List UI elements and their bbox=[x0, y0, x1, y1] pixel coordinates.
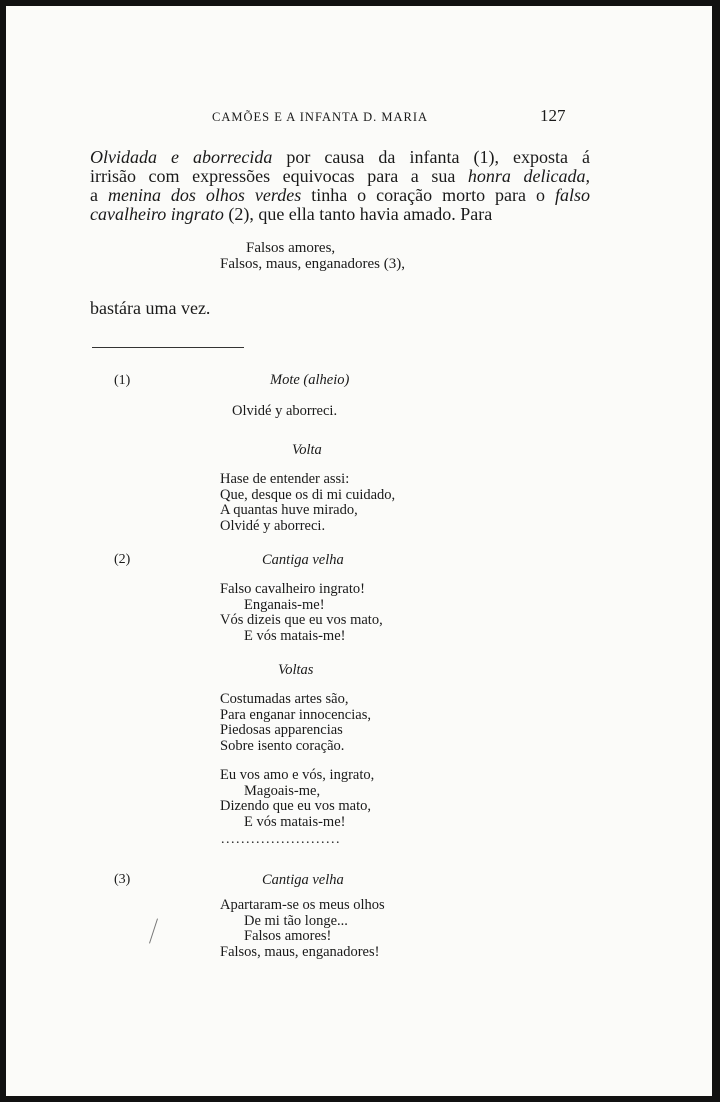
footnote-title: Cantiga velha bbox=[262, 872, 344, 888]
verse-line: Falsos amores! bbox=[244, 928, 332, 944]
text-run: (2), que ella tanto havia amado. Para bbox=[223, 204, 493, 224]
book-page bbox=[6, 6, 712, 1096]
verse-line: Falsos amores, bbox=[246, 240, 336, 256]
paragraph-continuation: bastára uma vez. bbox=[90, 298, 211, 318]
footnote-verse bbox=[220, 692, 371, 754]
verse-line: E vós matais-me! bbox=[244, 627, 346, 644]
footnote-verse bbox=[220, 768, 374, 830]
verse-line: Para enganar innocencias, bbox=[220, 706, 371, 723]
verse-line: Enganais-me! bbox=[244, 596, 325, 613]
verse-line: Hase de entender assi: bbox=[220, 471, 350, 487]
verse-line: Eu vos amo e vós, ingrato, bbox=[220, 767, 375, 783]
verse-line: De mi tão longe... bbox=[244, 912, 348, 929]
verse-line: A quantas huve mirado, bbox=[220, 502, 358, 518]
verse-line: Apartaram-se os meus olhos bbox=[220, 897, 385, 913]
italic-phrase: menina dos olhos verdes bbox=[107, 185, 302, 205]
verse-line: Costumadas artes são, bbox=[220, 691, 349, 707]
footnote-verse bbox=[232, 404, 337, 420]
footnote-verse bbox=[220, 472, 395, 534]
ellipsis-line: ........................ bbox=[221, 832, 341, 847]
verse-line: Piedosas apparencias bbox=[220, 722, 343, 738]
italic-phrase: honra delicada, bbox=[467, 166, 590, 186]
italic-phrase: cavalheiro ingrato bbox=[90, 204, 224, 224]
verse-line: Falso cavalheiro ingrato! bbox=[220, 581, 365, 597]
running-header: CAMÕES E A INFANTA D. MARIA bbox=[212, 110, 429, 124]
paragraph-line-3 bbox=[90, 186, 590, 205]
main-paragraph bbox=[90, 148, 590, 224]
paragraph-line-4 bbox=[90, 205, 590, 224]
text-run: a bbox=[90, 185, 108, 205]
footnote-marker: (2) bbox=[114, 552, 131, 567]
footnote-verse bbox=[220, 898, 385, 960]
verse-line: Sobre isento coração. bbox=[220, 737, 345, 754]
text-run: tinha o coração morto para o bbox=[301, 185, 555, 205]
verse-line: E vós matais-me! bbox=[244, 813, 346, 830]
verse-line: Olvidé y aborreci. bbox=[232, 403, 338, 419]
text-run: por causa da infanta (1), exposta á bbox=[272, 147, 590, 167]
italic-phrase: falso bbox=[554, 185, 590, 205]
text-run: irrisão com expressões equivocas para a sua bbox=[90, 166, 468, 186]
footnote-marker: (1) bbox=[114, 373, 131, 388]
footnote-subtitle: Voltas bbox=[278, 662, 314, 678]
paragraph-line-1 bbox=[90, 148, 590, 167]
quoted-verse bbox=[246, 241, 335, 257]
paragraph-line-2 bbox=[90, 167, 590, 186]
footnote-title: Cantiga velha bbox=[262, 552, 344, 568]
verse-line: Dizendo que eu vos mato, bbox=[220, 798, 372, 814]
quoted-verse bbox=[220, 257, 405, 273]
verse-line: Falsos, maus, enganadores (3), bbox=[220, 256, 405, 272]
page-number: 127 bbox=[540, 106, 566, 125]
footnote-separator bbox=[92, 347, 244, 348]
verse-line: Que, desque os di mi cuidado, bbox=[220, 486, 396, 503]
paper-mark bbox=[149, 918, 158, 943]
verse-line: Magoais-me, bbox=[244, 782, 321, 799]
verse-line: Olvidé y aborreci. bbox=[220, 517, 326, 534]
footnote-verse bbox=[220, 582, 383, 644]
footnote-subtitle: Volta bbox=[292, 442, 322, 458]
footnote-marker: (3) bbox=[114, 872, 131, 887]
verse-line: Vós dizeis que eu vos mato, bbox=[220, 612, 383, 628]
italic-phrase: Olvidada e aborrecida bbox=[90, 147, 273, 167]
verse-line: Falsos, maus, enganadores! bbox=[220, 943, 380, 960]
footnote-title: Mote (alheio) bbox=[270, 372, 350, 388]
